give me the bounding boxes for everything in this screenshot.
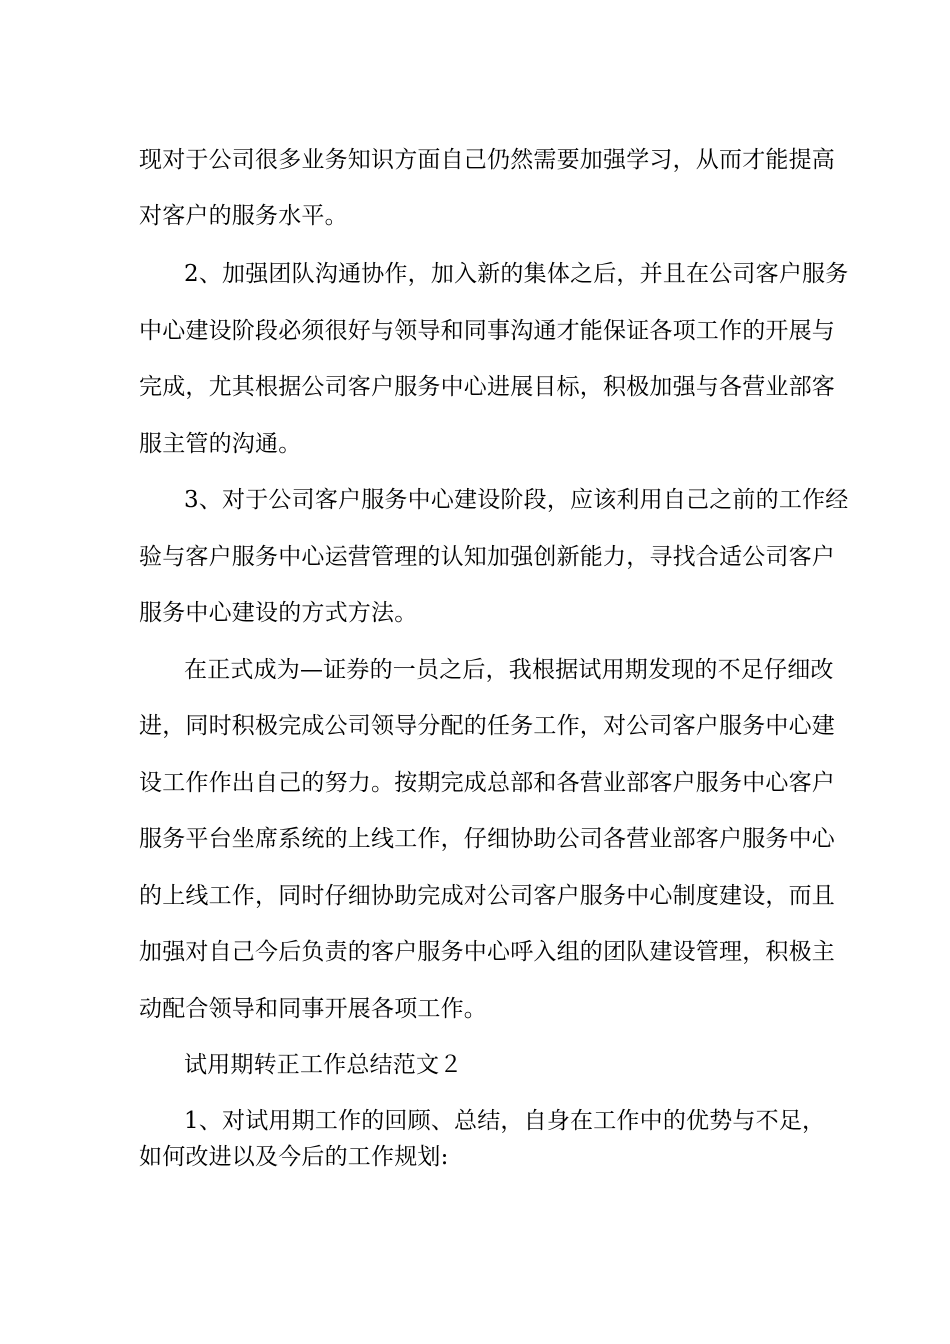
paragraph-line: 完成，尤其根据公司客户服务中心进展目标，积极加强与各营业部客 [139,374,835,400]
paragraph-line: 服主管的沟通。 [139,431,302,457]
paragraph-line: 验与客户服务中心运营管理的认知加强创新能力，寻找合适公司客户 [139,544,835,570]
paragraph-line: 动配合领导和同事开展各项工作。 [139,996,487,1022]
paragraph-line: 进，同时积极完成公司领导分配的任务工作，对公司客户服务中心建 [139,713,835,739]
paragraph-line: 对客户的服务水平。 [139,203,348,229]
section-heading: 试用期转正工作总结范文２ [184,1052,463,1078]
paragraph-line: 设工作作出自己的努力。按期完成总部和各营业部客户服务中心客户 [139,770,835,796]
paragraph-line: 中心建设阶段必须很好与领导和同事沟通才能保证各项工作的开展与 [139,318,835,344]
paragraph-line: 在正式成为—证券的一员之后，我根据试用期发现的不足仔细改 [184,657,834,683]
paragraph-line: 3、对于公司客户服务中心建设阶段，应该利用自己之前的工作经 [184,487,849,513]
paragraph-line: 2、加强团队沟通协作，加入新的集体之后，并且在公司客户服务 [184,261,849,287]
paragraph-line: 现对于公司很多业务知识方面自己仍然需要加强学习，从而才能提高 [139,147,835,173]
paragraph-line: 服务平台坐席系统的上线工作，仔细协助公司各营业部客户服务中心 [139,826,835,852]
paragraph-line: 如何改进以及今后的工作规划: [139,1144,449,1170]
paragraph-line: 加强对自己今后负责的客户服务中心呼入组的团队建设管理，积极主 [139,939,835,965]
paragraph-line: 服务中心建设的方式方法。 [139,600,418,626]
paragraph-line: 1、对试用期工作的回顾、总结，自身在工作中的优势与不足， [184,1108,826,1134]
paragraph-line: 的上线工作，同时仔细协助完成对公司客户服务中心制度建设，而且 [139,883,835,909]
